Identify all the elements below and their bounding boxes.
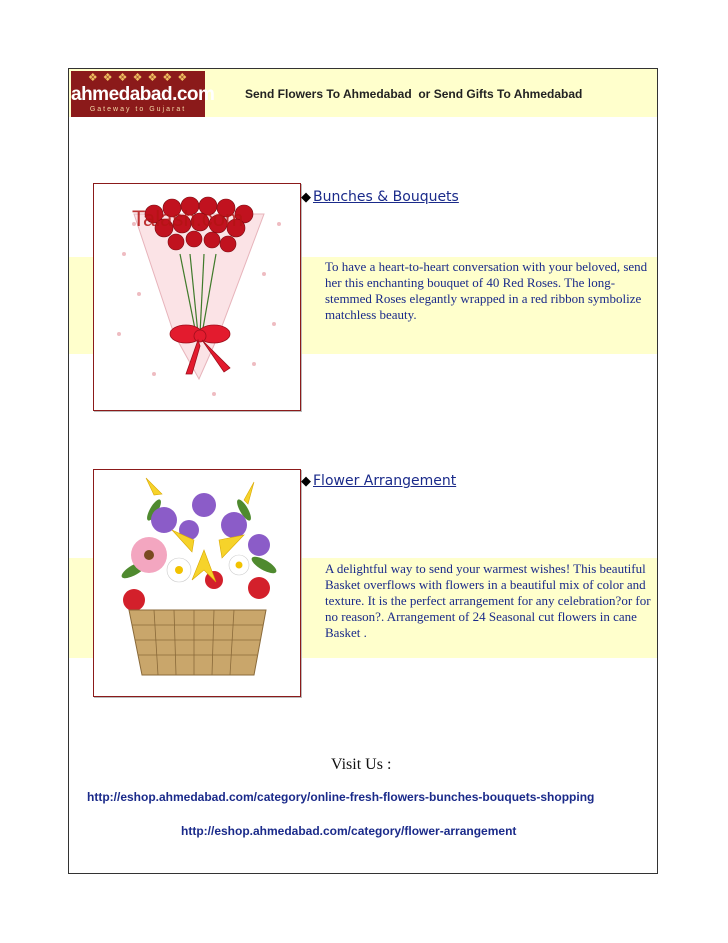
item-title-text: Flower Arrangement [313, 473, 457, 489]
item-title-flower-arrangement[interactable] [301, 473, 456, 489]
site-logo[interactable] [71, 71, 215, 117]
logo-ornament-icon: ❖ ❖ ❖ ❖ ❖ ❖ ❖ [87, 72, 189, 84]
visit-us-label: Visit Us : [331, 756, 392, 773]
header-title: Send Flowers To Ahmedabad or Send Gifts To Ahmedabad [245, 87, 583, 101]
bouquets-link[interactable]: http://eshop.ahmedabad.com/category/online-fresh-flowers-bunches-bouquets-shopping [87, 790, 595, 804]
flower-basket-image [93, 469, 301, 697]
item-title-bunches-bouquets[interactable] [301, 189, 459, 205]
page-frame [68, 68, 658, 874]
item-title-text: Bunches & Bouquets [313, 189, 459, 205]
image-watermark: Talash.com [132, 206, 244, 231]
bouquet-illustration [94, 184, 300, 410]
diamond-bullet-icon: ◆ [301, 474, 311, 489]
logo-name: ahmedabad.com [71, 84, 215, 105]
item-description: A delightful way to send your warmest wishes! This beautiful Basket overflows with flowers in a beautiful mix of color and texture. It is the perfect arrangement for any celebration?or for no reason?. Arrangement of 24 Seasonal cut flowers in cane Basket . [325, 561, 651, 640]
header-band [69, 69, 657, 117]
diamond-bullet-icon: ◆ [301, 190, 311, 205]
bouquet-image [93, 183, 301, 411]
flower-arrangement-link[interactable]: http://eshop.ahmedabad.com/category/flower-arrangement [181, 824, 517, 838]
item-description: To have a heart-to-heart conversation with your beloved, send her this enchanting bouquet of 40 Red Roses. The long-stemmed Roses elegantly wrapped in a red ribbon symbolize matchless beauty. [325, 259, 648, 322]
basket-illustration [94, 470, 300, 696]
logo-tagline: Gateway to Gujarat [89, 106, 187, 113]
